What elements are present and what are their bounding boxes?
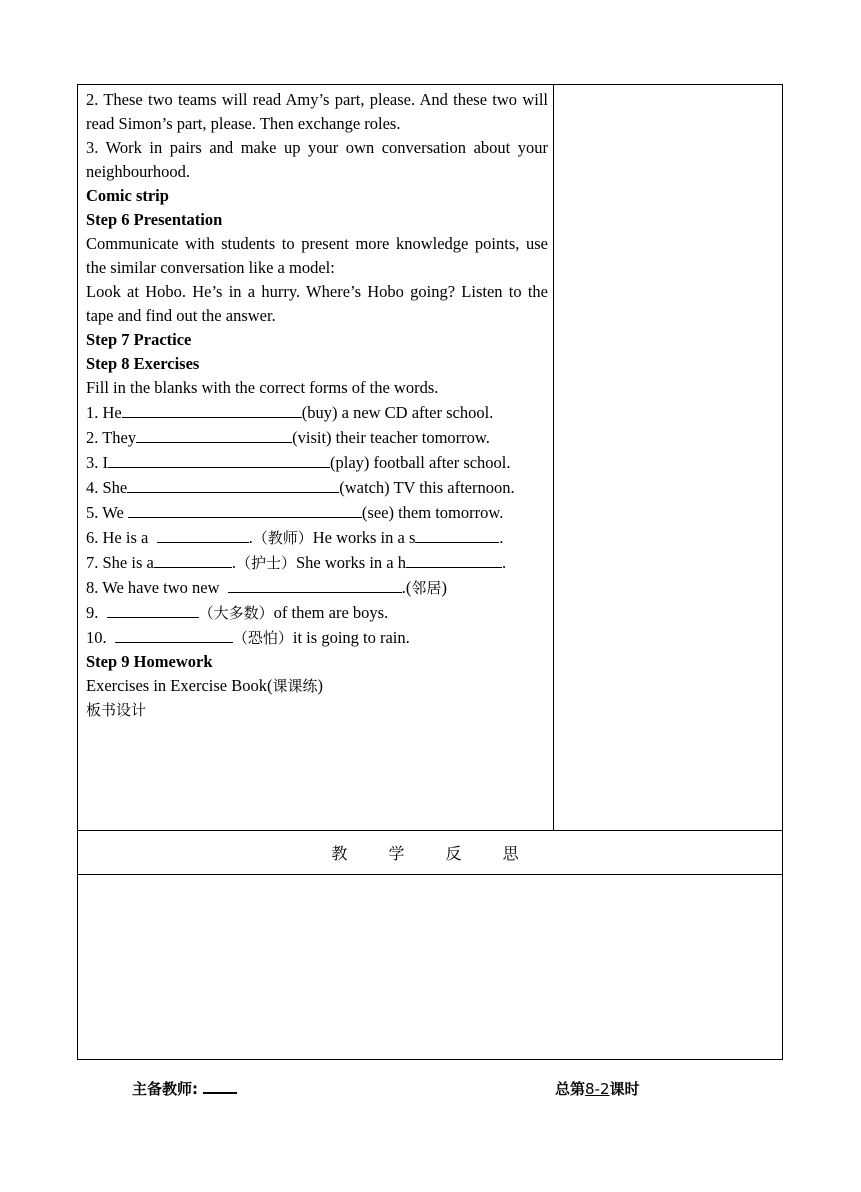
exercise-item: 10. （恐怕）it is going to rain. — [86, 625, 548, 650]
answer-blank — [406, 550, 502, 568]
answer-blank — [128, 500, 362, 518]
exercise-item: 3. I (play) football after school. — [86, 450, 548, 475]
paragraph: Exercises in Exercise Book(课课练) — [86, 676, 323, 695]
answer-blank — [107, 600, 199, 618]
step-heading: Step 6 Presentation — [86, 210, 223, 229]
exercise-item: 2. They (visit) their teacher tomorrow. — [86, 425, 548, 450]
paragraph: 2. These two teams will read Amy’s part, please. And these two will read Simon’s part, please. Then exchange roles. — [86, 90, 548, 133]
exercise-item: 8. We have two new .(邻居) — [86, 575, 548, 600]
notes-cell — [554, 85, 782, 830]
total-value: 8-2 — [585, 1080, 610, 1098]
paragraph: Fill in the blanks with the correct forms of the words. — [86, 378, 439, 397]
answer-blank — [122, 400, 302, 418]
lead-teacher — [132, 1078, 237, 1099]
answer-blank — [154, 550, 232, 568]
exercise-item: 5. We (see) them tomorrow. — [86, 500, 548, 525]
answer-blank — [228, 575, 402, 593]
answer-blank — [127, 475, 339, 493]
answer-blank — [157, 525, 249, 543]
answer-blank — [108, 450, 330, 468]
exercise-item: 9. （大多数）of them are boys. — [86, 600, 548, 625]
step-heading: Step 9 Homework — [86, 652, 213, 671]
lesson-table — [77, 84, 783, 1060]
answer-blank — [136, 425, 292, 443]
paragraph: Communicate with students to present more knowledge points, use the similar conversation like a model: — [86, 234, 548, 277]
answer-blank — [415, 525, 499, 543]
teacher-blank — [203, 1078, 237, 1094]
page-footer — [0, 1078, 861, 1102]
exercise-item: 7. She is a .（护士）She works in a h . — [86, 550, 548, 575]
exercise-item: 6. He is a .（教师）He works in a s . — [86, 525, 548, 550]
step-heading: Step 7 Practice — [86, 330, 192, 349]
main-row — [78, 85, 782, 830]
board-design-label: 板书设计 — [86, 701, 147, 719]
paragraph: 3. Work in pairs and make up your own conversation about your neighbourhood. — [86, 138, 548, 181]
total-lessons: 总第8-2课时 — [555, 1080, 640, 1098]
step-heading: Step 8 Exercises — [86, 354, 200, 373]
exercise-item: 1. He (buy) a new CD after school. — [86, 400, 548, 425]
exercise-item: 4. She (watch) TV this afternoon. — [86, 475, 548, 500]
lesson-content — [86, 88, 548, 722]
answer-blank — [115, 625, 233, 643]
reflection-title: 教 学 反 思 — [331, 844, 537, 863]
teacher-label: 主备教师: — [132, 1080, 198, 1098]
reflection-area — [78, 875, 782, 1059]
teaching-process-cell — [78, 85, 554, 830]
section-heading: Comic strip — [86, 186, 169, 205]
paragraph: Look at Hobo. He’s in a hurry. Where’s Hobo going? Listen to the tape and find out the answer. — [86, 282, 548, 325]
